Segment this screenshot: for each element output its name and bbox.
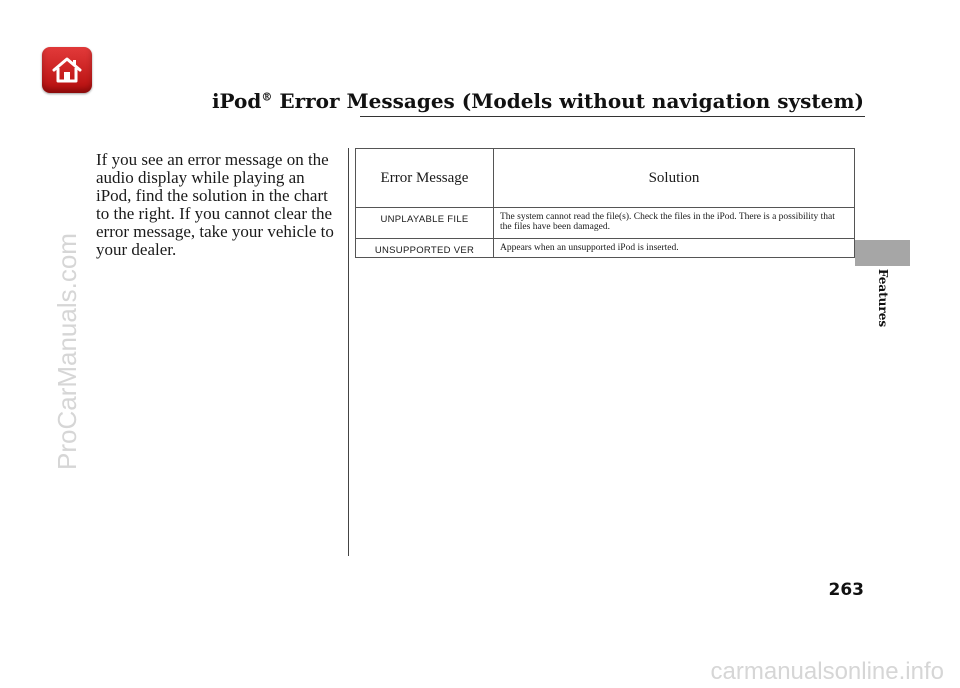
registered-mark: ® [261,90,273,104]
solution-cell: Appears when an unsupported iPod is inserted. [494,239,855,258]
title-rule [360,116,865,117]
watermark-bottom: carmanualsonline.info [710,658,944,685]
header-error-message: Error Message [356,149,494,208]
error-message-cell: UNPLAYABLE FILE [356,208,494,239]
page-number: 263 [828,580,864,600]
error-message-table [355,148,855,258]
table-row [356,239,855,258]
table-row [356,208,855,239]
section-label: Features [876,268,891,328]
solution-cell: The system cannot read the file(s). Check the files in the iPod. There is a possibility that the files have been damaged. [494,208,855,239]
column-divider [348,148,349,556]
intro-paragraph: If you see an error message on the audio display while playing an iPod, find the solution in the chart to the right. If you cannot clear the error message, take your vehicle to your dealer. [96,150,334,259]
home-button[interactable] [42,47,92,93]
section-tab[interactable] [855,240,910,266]
header-solution: Solution [494,149,855,208]
watermark-left: ProCarManuals.com [52,233,82,470]
home-icon [52,56,82,84]
error-message-cell: UNSUPPORTED VER [356,239,494,258]
page-title: iPod® Error Messages (Models without navigation system) [211,89,864,113]
